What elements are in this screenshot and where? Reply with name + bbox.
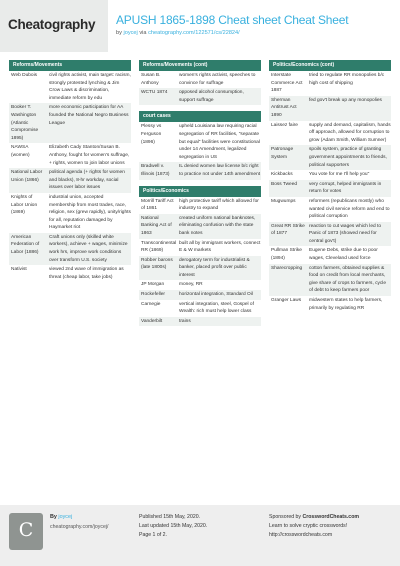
row-term: Great RR Strike of 1877 bbox=[271, 223, 305, 237]
row-term: Knights of Labor Union (1869) bbox=[11, 194, 38, 216]
row-definition: very corrupt, helped immigrants in return for votes bbox=[309, 181, 382, 195]
table-row bbox=[139, 197, 261, 214]
table-row bbox=[9, 193, 131, 233]
table-row bbox=[139, 280, 261, 290]
row-definition: supply and demand, capitalism, hands off approach, allowed for corruption to grow (Adam Smith, William Sumner) bbox=[309, 122, 391, 143]
row-term: Sharecropping bbox=[271, 265, 303, 271]
row-term: Nativist bbox=[11, 267, 27, 273]
row-definition: built all by immigrant workers, connect E & W markets bbox=[179, 240, 261, 254]
row-definition: horizontal integration, Standard Oil bbox=[179, 292, 253, 298]
row-definition: upheld Louisiana law requiring racial segregation of RR facilities, "separate but equal" facilities were constitutional under 14 Amendment, legalized segregation in US bbox=[179, 124, 260, 160]
row-term: Morrill Tariff Act of 1861 bbox=[141, 198, 174, 212]
badge-letter: C bbox=[18, 519, 34, 541]
row-definition: reaction to cut wages which led to Panic of 1873 (showed need for central gov't) bbox=[309, 223, 381, 244]
sponsor-url[interactable]: http://crosswordcheats.com bbox=[269, 532, 333, 538]
table-row bbox=[269, 296, 391, 313]
table-row bbox=[269, 246, 391, 263]
table-row bbox=[9, 168, 131, 193]
table-row bbox=[9, 233, 131, 265]
author-badge[interactable] bbox=[9, 513, 43, 550]
table-row bbox=[139, 239, 261, 256]
logo-text: Cheatography bbox=[8, 17, 96, 32]
row-definition: vertical integration, steel, Gospel of Wealth: rich must help lower class bbox=[179, 301, 254, 315]
table-row bbox=[269, 121, 391, 146]
row-definition: high protective tariff which allowed for industry to expand bbox=[179, 198, 259, 212]
section-rows bbox=[139, 71, 261, 105]
row-definition: viewed 2nd wave of immigration as threat (cheap labor, take jobs) bbox=[49, 267, 124, 280]
row-definition: Eugene Debs, strike due to poor wages, Cleveland used force bbox=[309, 248, 378, 262]
table-row bbox=[139, 71, 261, 88]
table-row bbox=[9, 265, 131, 282]
row-term: National Banking Act of 1863 bbox=[141, 215, 172, 236]
page-number: Page 1 of 2. bbox=[139, 532, 167, 538]
row-definition: trains bbox=[179, 318, 191, 324]
row-definition: created uniform national banknotes, eliminating confusion with the state bank notes bbox=[179, 215, 256, 236]
table-row bbox=[269, 264, 391, 296]
row-term: Laissez faire bbox=[271, 122, 298, 128]
row-term: WCTU 1874 bbox=[141, 90, 168, 96]
table-row bbox=[139, 290, 261, 300]
row-definition: industrial union, accepted membership from most trades, race, religion, sex (grew rapidly), unity/rights for all, reputation damaged by Haymarket riot bbox=[49, 194, 131, 231]
sheet-url-link[interactable]: cheatography.com/122571/cs/22824/ bbox=[148, 30, 240, 36]
column-3 bbox=[269, 60, 391, 319]
table-row bbox=[269, 197, 391, 222]
row-definition: You vote for me I'll help you" bbox=[309, 172, 370, 178]
row-term: Boss Tweed bbox=[271, 181, 298, 187]
row-term: Rockefeller bbox=[141, 292, 165, 298]
section-heading: court cases bbox=[139, 111, 261, 122]
page-header bbox=[0, 0, 400, 52]
sheet-byline bbox=[116, 30, 240, 36]
row-term: Carnegie bbox=[141, 301, 161, 307]
row-term: Patronage System bbox=[271, 147, 294, 160]
row-term: Web Dubois bbox=[11, 73, 38, 78]
footer-publish-info bbox=[139, 513, 207, 540]
row-term: Plessy vs Ferguson (1896) bbox=[141, 124, 162, 145]
row-definition: cotton farmers, obtained supplies & food on credit from local merchants, give share of crops to farmers, cycle of debt to keep farmers poor bbox=[309, 265, 387, 294]
row-term: Mugwumps bbox=[271, 198, 296, 204]
table-row bbox=[9, 143, 131, 168]
table-row bbox=[139, 256, 261, 281]
author-link[interactable]: joycej bbox=[123, 30, 138, 36]
row-term: Transcontinental RR (1869) bbox=[141, 240, 177, 254]
table-row bbox=[139, 317, 261, 327]
section-heading: Politics/Economics bbox=[139, 186, 261, 197]
row-term: Kickbacks bbox=[271, 172, 293, 178]
column-1 bbox=[9, 60, 131, 288]
row-term: Vanderbilt bbox=[141, 318, 163, 324]
row-definition: more economic participation for AA founded the National Negro Business League bbox=[49, 105, 129, 126]
sponsor-tagline: Learn to solve cryptic crosswords! bbox=[269, 523, 348, 529]
section-rows bbox=[9, 71, 131, 282]
table-row bbox=[9, 71, 131, 103]
by-prefix: by bbox=[116, 30, 122, 36]
table-row bbox=[269, 222, 391, 247]
table-row bbox=[269, 96, 391, 121]
column-2 bbox=[139, 60, 261, 332]
row-definition: fed gov't break up any monopolies bbox=[309, 97, 382, 103]
row-term: Interstate Commerce Act 1887 bbox=[271, 73, 303, 94]
section-rows bbox=[139, 122, 261, 179]
table-row bbox=[139, 88, 261, 105]
table-row bbox=[139, 162, 261, 179]
table-row bbox=[139, 214, 261, 239]
row-definition: reformers (republicans mostly) who wanted civil service reform and end to political corruption bbox=[309, 198, 390, 220]
section-rows bbox=[139, 197, 261, 327]
table-row bbox=[139, 122, 261, 162]
logo[interactable] bbox=[0, 0, 108, 52]
row-term: Granger Laws bbox=[271, 298, 302, 304]
row-term: Susan B. Anthony bbox=[141, 73, 161, 86]
table-row bbox=[9, 103, 131, 143]
via-label: via bbox=[139, 30, 147, 36]
row-term: Bradwell v. Illinois (1873) bbox=[141, 164, 170, 177]
table-row bbox=[269, 180, 391, 197]
row-definition: derogatory term for industrialist & banker, placed profit over public interest bbox=[179, 257, 250, 278]
row-definition: spoils system, practice of granting government appointments to friends, political supporters bbox=[309, 147, 387, 168]
row-term: National Labor Union (1866) bbox=[11, 170, 43, 183]
footer-sponsor bbox=[269, 513, 359, 540]
table-row bbox=[139, 300, 261, 317]
page-footer bbox=[0, 505, 400, 566]
footer-by-label: By bbox=[50, 514, 57, 520]
section-rows bbox=[269, 71, 391, 313]
row-term: American Federation of Labor (1886) bbox=[11, 234, 40, 256]
published-date: Published 15th May, 2020. bbox=[139, 514, 201, 520]
row-term: NAWSA (women) bbox=[11, 145, 30, 158]
section-heading: Reforms/Movements bbox=[9, 60, 131, 71]
row-definition: Craft unions only (skilled white workers), achieve + wages, minimize work hrs, improve work conditions over transform U.S. society bbox=[49, 234, 128, 263]
row-definition: Elizabeth Cady Stanton/Susan B. Anthony, fought for women's suffrage, + rights, women to join labor unions bbox=[49, 145, 130, 166]
row-definition: political agenda (+ rights for women and blacks), 8-hr workday, social issues over labor issues bbox=[49, 170, 125, 191]
table-row bbox=[269, 145, 391, 170]
row-definition: IL denied women law license b/c right to practice not under 14th amendment bbox=[179, 164, 261, 177]
row-definition: midwestern states to help farmers, primarily by regulating RR bbox=[309, 298, 383, 311]
section-heading: Reforms/Movements (cont) bbox=[139, 60, 261, 71]
updated-date: Last updated 15th May, 2020. bbox=[139, 523, 208, 529]
sponsor-prefix: Sponsored by bbox=[269, 514, 302, 520]
footer-author-url[interactable]: cheatography.com/joycej/ bbox=[50, 524, 109, 530]
table-row bbox=[269, 71, 391, 96]
row-term: JP Morgan bbox=[141, 282, 165, 288]
row-definition: tried to regulate RR monopolies b/c high cost of shipping bbox=[309, 73, 385, 86]
row-definition: civil rights activist, main target: racism, strongly protested lynching & Jim Crow Laws & discrimination, immediate reform by edu bbox=[49, 73, 131, 101]
sheet-title: APUSH 1865-1898 Cheat sheet Cheat Sheet bbox=[116, 13, 349, 27]
row-term: Sherman Antitrust Act 1890 bbox=[271, 97, 297, 118]
footer-author bbox=[50, 514, 72, 520]
row-term: Robber barons (late 1800s) bbox=[141, 257, 173, 271]
footer-author-link[interactable]: joycej bbox=[58, 514, 73, 520]
row-definition: women's rights activist, speeches to convince for suffrage bbox=[179, 73, 256, 86]
row-definition: money, RR bbox=[179, 282, 203, 288]
row-term: Booker T. Washington (Atlantic Compromise 1895) bbox=[11, 105, 39, 141]
row-term: Pullman Strike (1894) bbox=[271, 248, 302, 262]
sponsor-line bbox=[269, 513, 359, 522]
section-heading: Politics/Economics (cont) bbox=[269, 60, 391, 71]
row-definition: opposed alcohol consumption, support suffrage bbox=[179, 90, 244, 103]
sponsor-name[interactable]: CrosswordCheats.com bbox=[302, 514, 359, 520]
table-row bbox=[269, 170, 391, 180]
